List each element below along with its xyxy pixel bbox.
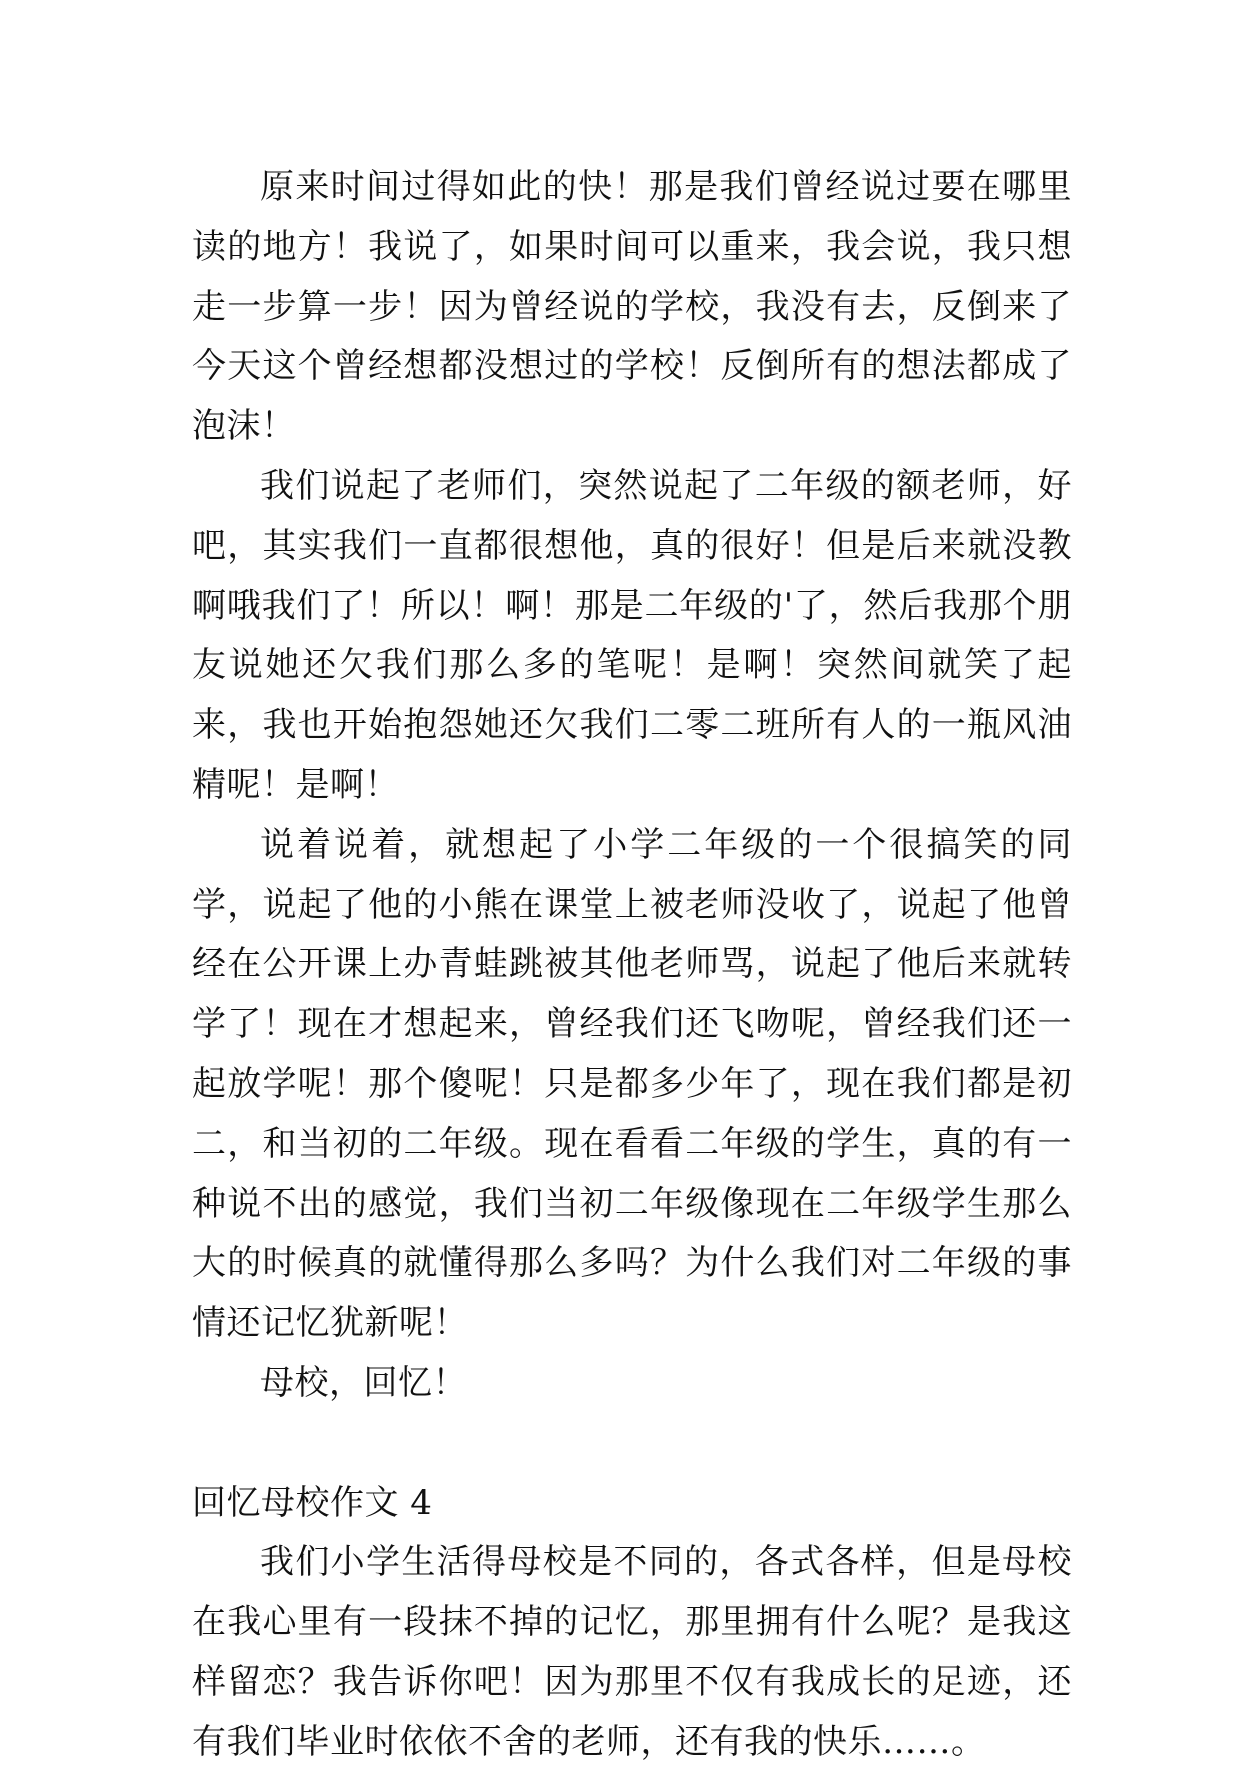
paragraph-1: 原来时间过得如此的快！那是我们曾经说过要在哪里读的地方！我说了，如果时间可以重来，我会说，我只想走一步算一步！因为曾经说的学校，我没有去，反倒来了今天这个曾经想都没想过的学校！反倒所有的想法都成了泡沫！ xyxy=(192,167,1072,447)
document-body xyxy=(192,158,1072,1773)
paragraph-4: 母校，回忆！ xyxy=(260,1362,467,1403)
section-heading: 回忆母校作文 4 xyxy=(192,1482,433,1523)
paragraph-5: 我们小学生活得母校是不同的，各式各样，但是母校在我心里有一段抹不掉的记忆，那里拥有什么呢？是我这样留恋？我告诉你吧！因为那里不仅有我成长的足迹，还有我们毕业时依依不舍的老师，还有我的快乐……。 xyxy=(192,1542,1072,1762)
section-spacer xyxy=(192,1414,1072,1474)
paragraph-3: 说着说着，就想起了小学二年级的一个很搞笑的同学，说起了他的小熊在课堂上被老师没收了，说起了他曾经在公开课上办青蛙跳被其他老师骂，说起了他后来就转学了！现在才想起来，曾经我们还飞吻呢，曾经我们还一起放学呢！那个傻呢！只是都多少年了，现在我们都是初二，和当初的二年级。现在看看二年级的学生，真的有一种说不出的感觉，我们当初二年级像现在二年级学生那么大的时候真的就懂得那么多吗？为什么我们对二年级的事情还记忆犹新呢！ xyxy=(192,824,1072,1344)
paragraph-2: 我们说起了老师们，突然说起了二年级的额老师，好吧，其实我们一直都很想他，真的很好！但是后来就没教啊哦我们了！所以！啊！那是二年级的'了，然后我那个朋友说她还欠我们那么多的笔呢！是啊！突然间就笑了起来，我也开始抱怨她还欠我们二零二班所有人的一瓶风油精呢！是啊！ xyxy=(192,465,1072,805)
